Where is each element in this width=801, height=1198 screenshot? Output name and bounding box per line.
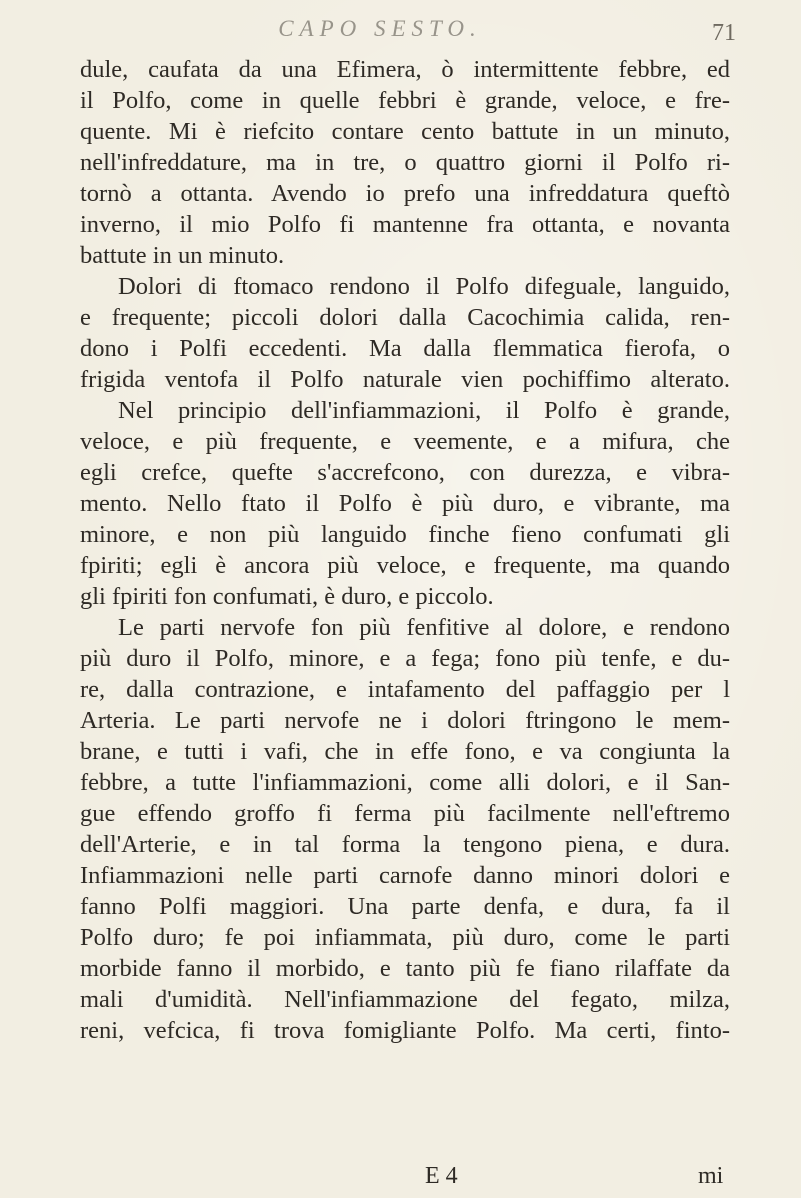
body-text [80,54,730,1046]
text-line: inverno, il mio Polfo fi mantenne fra ottanta, e novanta [80,211,730,238]
text-line: quente. Mi è riefcito contare cento battute in un minuto, [80,118,730,145]
page-number: 71 [712,20,736,46]
text-line: minore, e non più languido finche fieno confumati gli [80,521,730,548]
text-line: egli crefce, quefte s'accrefcono, con durezza, e vibra- [80,459,730,486]
text-line: mali d'umidità. Nell'infiammazione del fegato, milza, [80,986,730,1013]
text-line: brane, e tutti i vafi, che in effe fono, e va congiunta la [80,738,730,765]
text-line: gli fpiriti fon confumati, è duro, e piccolo. [80,583,494,610]
page-footer [0,1163,801,1193]
text-line: il Polfo, come in quelle febbri è grande, veloce, e fre- [80,87,730,114]
text-line: mento. Nello ftato il Polfo è più duro, e vibrante, ma [80,490,730,517]
text-line: fpiriti; egli è ancora più veloce, e frequente, ma quando [80,552,730,579]
running-title: CAPO SESTO. [278,16,482,41]
text-line: gue effendo groffo fi ferma più facilmente nell'eftremo [80,800,730,827]
text-line: Polfo duro; fe poi infiammata, più duro, come le parti [80,924,730,951]
text-line: Infiammazioni nelle parti carnofe danno minori dolori e [80,862,730,889]
text-line: dell'Arterie, e in tal forma la tengono piena, e dura. [80,831,730,858]
text-line: Le parti nervofe fon più fenfitive al dolore, e rendono [118,614,730,641]
text-line: veloce, e più frequente, e veemente, e a mifura, che [80,428,730,455]
signature-mark: E 4 [425,1163,458,1189]
text-line: più duro il Polfo, minore, e a fega; fono più tenfe, e du- [80,645,730,672]
text-line: nell'infreddature, ma in tre, o quattro giorni il Polfo ri- [80,149,730,176]
text-line: Arteria. Le parti nervofe ne i dolori ftringono le mem- [80,707,730,734]
text-line: dono i Polfi eccedenti. Ma dalla flemmatica fierofa, o [80,335,730,362]
text-line: febbre, a tutte l'infiammazioni, come alli dolori, e il San- [80,769,730,796]
text-line: Nel principio dell'infiammazioni, il Polfo è grande, [118,397,730,424]
text-line: fanno Polfi maggiori. Una parte denfa, e dura, fa il [80,893,730,920]
catchword: mi [698,1163,724,1189]
text-line: Dolori di ftomaco rendono il Polfo difeguale, languido, [118,273,730,300]
text-line: tornò a ottanta. Avendo io prefo una infreddatura queftò [80,180,730,207]
text-line: dule, caufata da una Efimera, ò intermittente febbre, ed [80,56,730,83]
text-line: reni, vefcica, fi trova fomigliante Polfo. Ma certi, finto- [80,1017,730,1044]
text-line: morbide fanno il morbido, e tanto più fe fiano rilaffate da [80,955,730,982]
running-head [0,8,801,48]
text-line: e frequente; piccoli dolori dalla Cacochimia calida, ren- [80,304,730,331]
text-line: battute in un minuto. [80,242,285,269]
text-line: re, dalla contrazione, e intafamento del paffaggio per l [80,676,730,703]
text-line: frigida ventofa il Polfo naturale vien pochiffimo alterato. [80,366,730,393]
